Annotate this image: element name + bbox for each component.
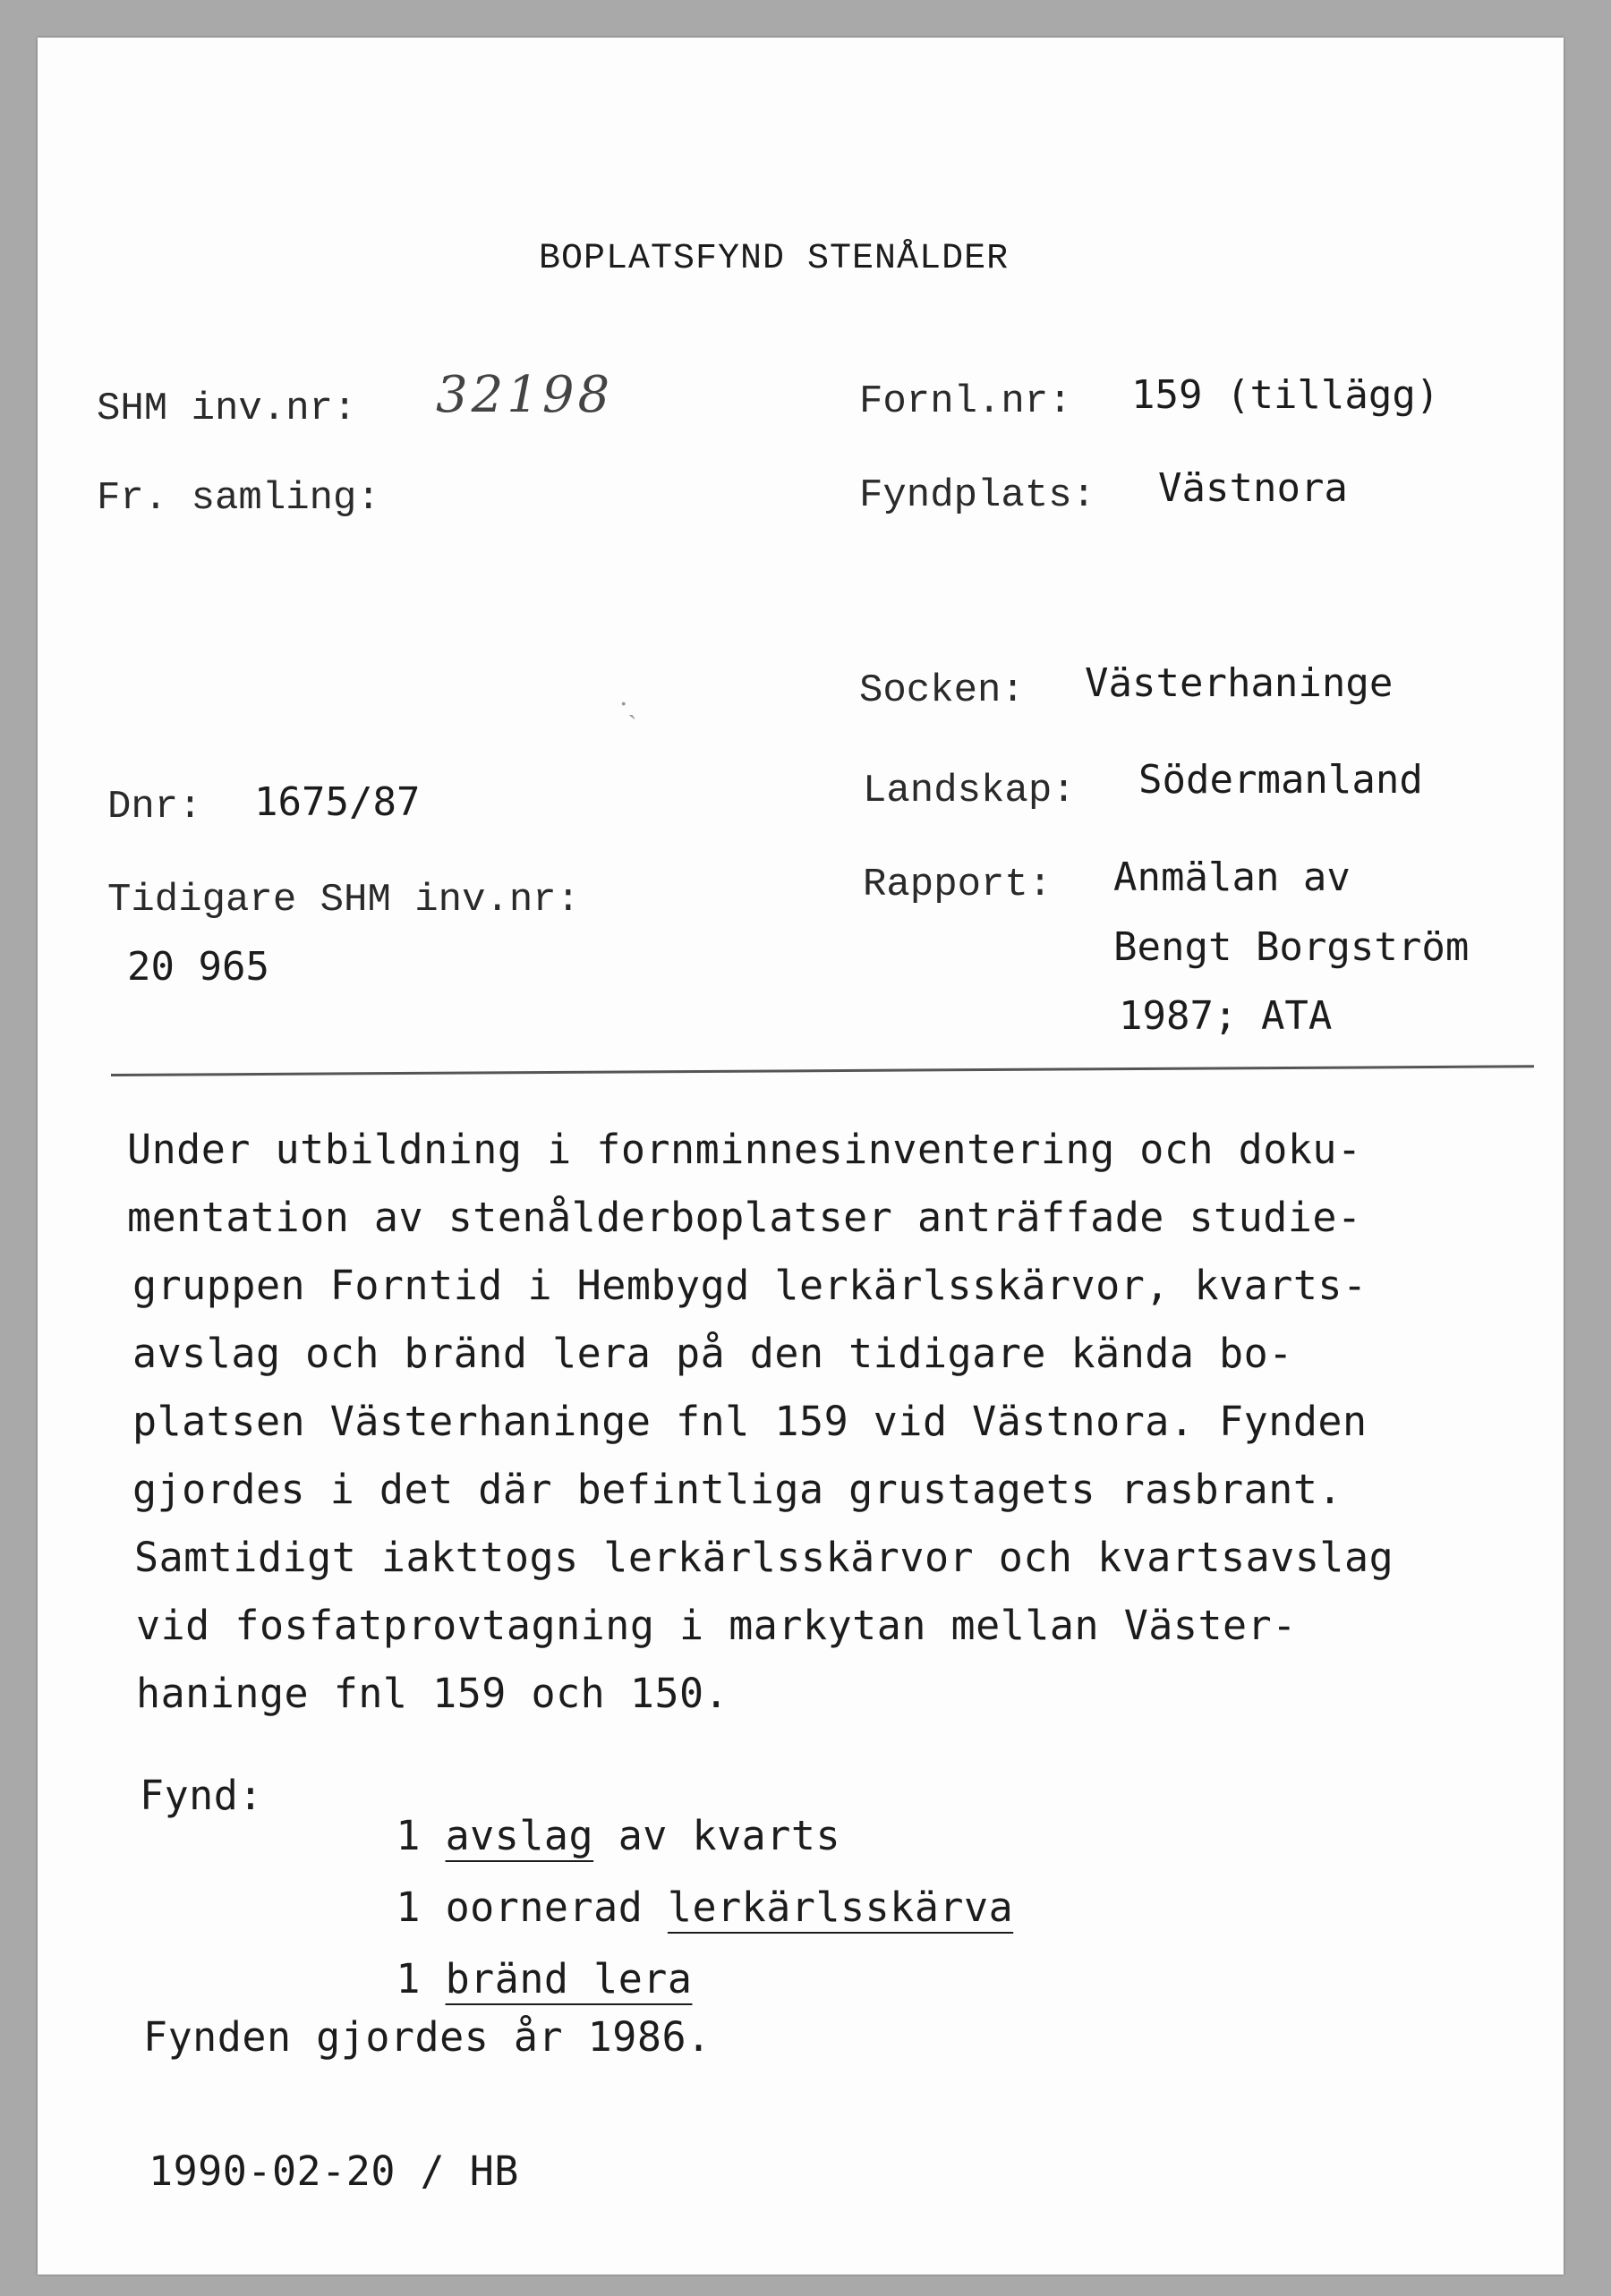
signature-date: 1990-02-20 / HB xyxy=(149,2147,519,2195)
fynd-count: 1 xyxy=(396,1955,421,2003)
fr-samling-label: Fr. samling: xyxy=(97,476,380,521)
fyndplats-value: Västnora xyxy=(1158,465,1348,511)
dnr-value: 1675/87 xyxy=(254,779,421,825)
body-line: vid fosfatprovtagning i markytan mellan Väster- xyxy=(136,1602,1297,1649)
fynd-count: 1 xyxy=(396,1812,421,1859)
card-title: BOPLATSFYND STENÅLDER xyxy=(539,239,1010,279)
ink-mark: ·ˎ xyxy=(619,689,637,720)
year-note: Fynden gjordes år 1986. xyxy=(143,2013,712,2061)
fynd-underlined: bränd lera xyxy=(445,1955,693,2003)
tidigare-value: 20 965 xyxy=(127,944,269,990)
body-line: gjordes i det där befintliga grustagets rasbrant. xyxy=(132,1466,1343,1513)
body-line: platsen Västerhaninge fnl 159 vid Västnora. Fynden xyxy=(132,1398,1368,1445)
rapport-label: Rapport: xyxy=(863,863,1053,907)
fynd-count: 1 xyxy=(396,1884,421,1931)
body-line: mentation av stenålderboplatser anträffade studie- xyxy=(127,1194,1362,1241)
fynd-post: av kvarts xyxy=(593,1812,841,1859)
fynd-underlined: lerkärlsskärva xyxy=(667,1884,1014,1931)
landskap-value: Södermanland xyxy=(1138,757,1423,803)
fynd-label: Fynd: xyxy=(140,1772,263,1819)
section-divider xyxy=(111,1065,1534,1076)
socken-label: Socken: xyxy=(859,668,1025,713)
fyndplats-label: Fyndplats: xyxy=(859,473,1096,518)
fornl-label: Fornl.nr: xyxy=(859,379,1072,424)
shm-inv-value: 32198 xyxy=(436,366,614,424)
fynd-underlined: avslag xyxy=(445,1812,594,1859)
rapport-line-1: Anmälan av xyxy=(1113,855,1351,900)
body-line: Under utbildning i fornminnesinventering och doku- xyxy=(127,1126,1362,1173)
rapport-line-2: Bengt Borgström xyxy=(1113,924,1470,970)
body-line: Samtidigt iakttogs lerkärlsskärvor och kvartsavslag xyxy=(134,1534,1394,1581)
tidigare-label: Tidigare SHM inv.nr: xyxy=(107,878,581,923)
fornl-value: 159 (tillägg) xyxy=(1131,372,1440,418)
rapport-line-3: 1987; ATA xyxy=(1119,993,1333,1039)
catalog-card xyxy=(38,38,1564,2275)
shm-inv-label: SHM inv.nr: xyxy=(97,387,357,431)
body-line: avslag och bränd lera på den tidigare kända bo- xyxy=(132,1330,1293,1377)
fynd-pre: oornerad xyxy=(445,1884,668,1931)
dnr-label: Dnr: xyxy=(107,785,202,829)
body-line: haninge fnl 159 och 150. xyxy=(136,1670,729,1717)
landskap-label: Landskap: xyxy=(863,769,1076,813)
body-line: gruppen Forntid i Hembygd lerkärlsskärvor, kvarts- xyxy=(132,1262,1368,1309)
socken-value: Västerhaninge xyxy=(1085,660,1394,706)
